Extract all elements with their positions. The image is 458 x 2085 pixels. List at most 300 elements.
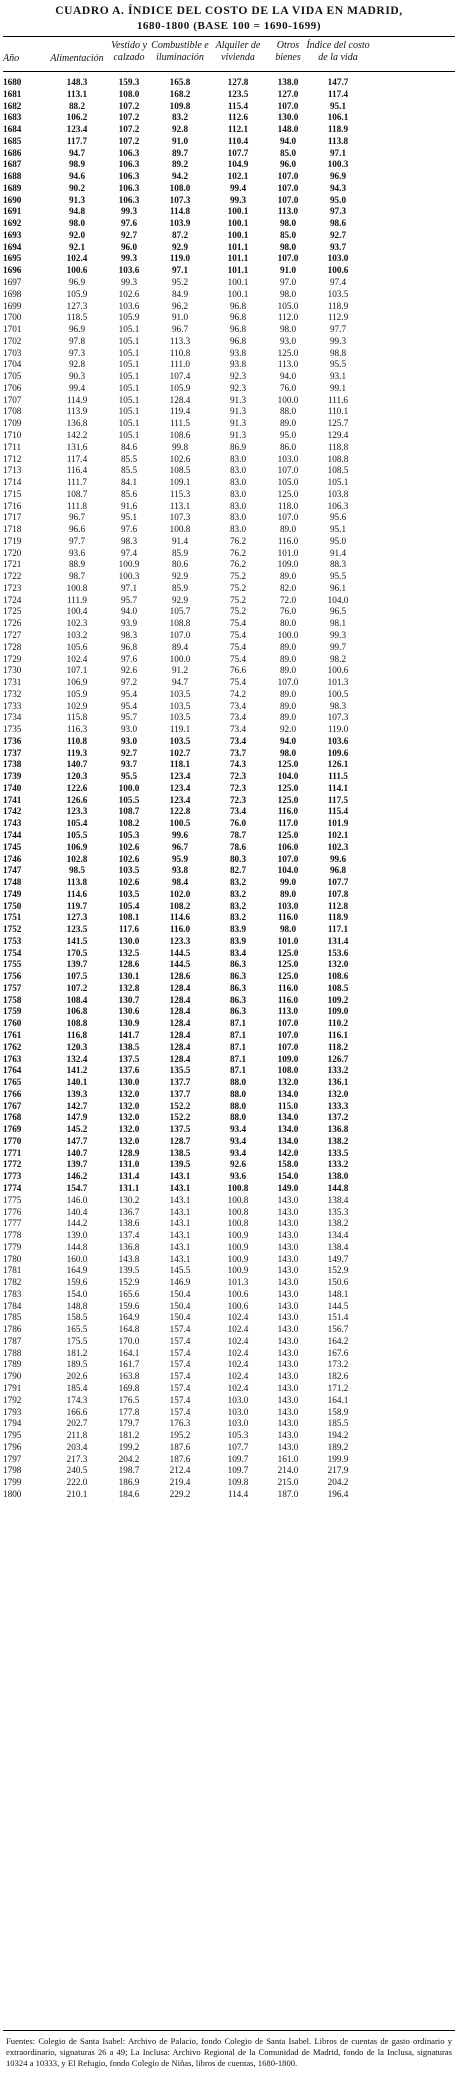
table-cell: 136.8	[327, 1124, 349, 1135]
table-cell: 107.5	[66, 971, 88, 982]
table-cell: 108.0	[277, 1065, 299, 1076]
table-cell: 204.2	[327, 1477, 349, 1488]
table-row	[0, 1359, 458, 1371]
table-cell: 132.0	[277, 1077, 299, 1088]
table-cell: 116.0	[169, 924, 191, 935]
table-cell: 1723	[3, 582, 22, 593]
table-cell: 140.1	[66, 1077, 88, 1088]
table-row	[0, 395, 458, 407]
table-row	[0, 830, 458, 842]
table-cell: 125.0	[277, 782, 299, 793]
table-cell: 86.9	[229, 441, 247, 452]
table-cell: 89.0	[279, 418, 297, 429]
table-cell: 109.2	[327, 994, 349, 1005]
table-cell: 148.8	[66, 1300, 88, 1311]
table-cell: 99.6	[329, 853, 347, 864]
table-cell: 142.0	[277, 1147, 299, 1158]
table-cell: 106.9	[66, 841, 88, 852]
table-cell: 113.3	[169, 335, 191, 346]
table-cell: 132.0	[118, 1124, 140, 1135]
table-cell: 94.7	[171, 677, 189, 688]
table-cell: 111.5	[170, 418, 190, 429]
table-cell: 73.4	[229, 712, 247, 723]
table-cell: 86.3	[229, 994, 247, 1005]
table-cell: 96.7	[171, 841, 189, 852]
table-row	[0, 865, 458, 877]
table-row	[0, 171, 458, 183]
table-cell: 93.1	[329, 371, 347, 382]
table-cell: 187.6	[169, 1453, 191, 1464]
table-cell: 119.4	[169, 406, 191, 417]
table-row	[0, 924, 458, 936]
table-cell: 181.2	[118, 1430, 140, 1441]
table-cell: 1745	[3, 841, 22, 852]
table-cell: 91.0	[171, 312, 189, 323]
table-cell: 141.7	[118, 1030, 140, 1041]
table-cell: 132.0	[118, 1100, 140, 1111]
table-cell: 94.8	[68, 206, 86, 217]
table-cell: 99.3	[120, 206, 138, 217]
table-cell: 117.4	[66, 453, 88, 464]
table-cell: 1778	[3, 1230, 22, 1241]
table-cell: 113.0	[277, 1006, 299, 1017]
table-cell: 1698	[3, 288, 22, 299]
table-row	[0, 1477, 458, 1489]
table-cell: 1721	[3, 559, 22, 570]
table-cell: 106.3	[118, 159, 140, 170]
table-row	[0, 89, 458, 101]
table-cell: 211.8	[66, 1430, 88, 1441]
table-cell: 140.4	[66, 1206, 88, 1217]
table-cell: 108.8	[66, 1018, 88, 1029]
table-cell: 95.1	[329, 100, 347, 111]
table-row	[0, 795, 458, 807]
table-cell: 98.0	[68, 218, 86, 229]
table-row	[0, 1312, 458, 1324]
table-cell: 92.0	[279, 724, 297, 735]
table-cell: 98.5	[68, 865, 86, 876]
table-cell: 94.2	[171, 171, 189, 182]
table-cell: 95.2	[171, 277, 189, 288]
table-cell: 1744	[3, 830, 22, 840]
table-cell: 101.3	[227, 1277, 249, 1288]
table-cell: 1800	[3, 1488, 22, 1499]
table-row	[0, 971, 458, 983]
table-cell: 154.0	[277, 1171, 299, 1182]
table-cell: 145.5	[169, 1265, 191, 1276]
table-cell: 130.0	[277, 112, 299, 123]
table-row	[0, 1489, 458, 1501]
table-cell: 105.9	[66, 288, 88, 299]
table-row	[0, 1348, 458, 1360]
table-cell: 98.9	[68, 159, 86, 170]
table-cell: 105.9	[66, 688, 88, 699]
table-cell: 97.3	[68, 347, 86, 358]
table-cell: 108.8	[169, 618, 191, 629]
table-cell: 143.0	[277, 1382, 299, 1393]
table-cell: 137.2	[327, 1112, 349, 1123]
table-cell: 133.2	[327, 1159, 349, 1170]
table-cell: 143.0	[277, 1347, 299, 1358]
table-cell: 109.8	[169, 100, 191, 111]
table-cell: 91.4	[329, 547, 347, 558]
table-cell: 100.6	[327, 665, 349, 676]
table-cell: 138.4	[327, 1194, 349, 1205]
table-cell: 103.0	[227, 1406, 249, 1417]
table-cell: 143.1	[169, 1194, 191, 1205]
table-cell: 187.6	[169, 1441, 191, 1452]
table-cell: 107.0	[277, 100, 299, 111]
table-row	[0, 842, 458, 854]
table-row	[0, 889, 458, 901]
table-cell: 117.0	[277, 818, 299, 829]
table-cell: 89.0	[279, 653, 297, 664]
table-cell: 1758	[3, 994, 22, 1005]
table-cell: 87.1	[229, 1065, 247, 1076]
table-cell: 104.0	[277, 865, 299, 876]
table-cell: 1739	[3, 771, 22, 782]
table-cell: 100.3	[327, 159, 349, 170]
table-row	[0, 1336, 458, 1348]
table-cell: 143.1	[169, 1230, 191, 1241]
table-cell: 88.2	[68, 100, 86, 111]
table-row	[0, 642, 458, 654]
table-cell: 76.6	[229, 665, 247, 676]
table-cell: 103.0	[327, 253, 349, 264]
table-cell: 1779	[3, 1241, 22, 1252]
table-cell: 89.0	[279, 888, 297, 899]
table-cell: 1735	[3, 724, 22, 735]
table-cell: 198.7	[118, 1465, 140, 1476]
table-cell: 133.2	[327, 1065, 349, 1076]
table-cell: 167.6	[327, 1347, 349, 1358]
table-cell: 108.4	[66, 994, 88, 1005]
table-cell: 87.1	[229, 1053, 247, 1064]
table-row	[0, 1112, 458, 1124]
table-cell: 76.2	[229, 559, 247, 570]
table-row	[0, 406, 458, 418]
table-cell: 73.4	[229, 724, 247, 735]
table-cell: 140.7	[66, 1147, 88, 1158]
table-cell: 102.7	[169, 747, 191, 758]
table-cell: 96.8	[229, 312, 247, 323]
table-cell: 100.1	[227, 277, 249, 288]
table-cell: 103.6	[118, 265, 140, 276]
table-row	[0, 618, 458, 630]
table-cell: 142.2	[66, 429, 88, 440]
table-cell: 113.0	[277, 359, 299, 370]
table-row	[0, 277, 458, 289]
table-cell: 150.6	[327, 1277, 349, 1288]
table-cell: 100.9	[227, 1253, 249, 1264]
table-cell: 102.3	[327, 841, 349, 852]
table-cell: 83.0	[229, 477, 247, 488]
table-row	[0, 383, 458, 395]
header-index: Índice del costo de la vida	[306, 40, 370, 63]
table-cell: 1754	[3, 947, 22, 958]
table-cell: 107.0	[277, 1030, 299, 1041]
table-cell: 120.3	[66, 771, 88, 782]
table-cell: 102.4	[227, 1371, 249, 1382]
table-cell: 109.0	[327, 1006, 349, 1017]
table-cell: 123.5	[227, 88, 249, 99]
table-cell: 116.4	[66, 465, 88, 476]
table-cell: 92.9	[171, 241, 189, 252]
table-cell: 1752	[3, 924, 22, 935]
table-cell: 1759	[3, 1006, 22, 1017]
table-cell: 133.3	[327, 1100, 349, 1111]
table-cell: 97.6	[120, 524, 138, 535]
table-cell: 141.2	[66, 1065, 88, 1076]
table-cell: 1763	[3, 1053, 22, 1064]
table-cell: 108.5	[327, 465, 349, 476]
table-cell: 117.1	[327, 924, 349, 935]
bottom-rule	[3, 2030, 455, 2031]
table-cell: 1685	[3, 135, 22, 146]
table-cell: 1699	[3, 300, 22, 311]
table-cell: 97.8	[68, 335, 86, 346]
table-cell: 147.7	[66, 1135, 88, 1146]
table-cell: 91.3	[68, 194, 86, 205]
table-cell: 105.4	[66, 818, 88, 829]
table-cell: 173.2	[327, 1359, 349, 1370]
table-cell: 1785	[3, 1312, 22, 1323]
table-cell: 159.3	[118, 77, 140, 87]
table-cell: 108.6	[169, 429, 191, 440]
table-row	[0, 1242, 458, 1254]
table-cell: 97.2	[120, 677, 138, 688]
table-cell: 92.3	[229, 371, 247, 382]
table-cell: 103.0	[227, 1394, 249, 1405]
table-cell: 132.4	[66, 1053, 88, 1064]
table-cell: 1693	[3, 229, 22, 240]
table-cell: 105.0	[277, 300, 299, 311]
table-row	[0, 112, 458, 124]
table-cell: 1790	[3, 1371, 22, 1382]
table-cell: 100.0	[277, 394, 299, 405]
table-cell: 72.3	[229, 771, 247, 782]
table-cell: 83.2	[229, 888, 247, 899]
table-cell: 105.1	[118, 418, 140, 429]
table-cell: 118.8	[327, 441, 349, 452]
table-cell: 1692	[3, 218, 22, 229]
table-cell: 115.3	[169, 488, 191, 499]
table-cell: 1787	[3, 1335, 22, 1346]
table-cell: 153.6	[327, 947, 349, 958]
table-row	[0, 442, 458, 454]
table-cell: 89.0	[279, 641, 297, 652]
table-row	[0, 501, 458, 513]
table-cell: 84.6	[120, 441, 138, 452]
table-cell: 102.4	[227, 1382, 249, 1393]
table-cell: 111.0	[170, 359, 190, 370]
table-cell: 111.8	[67, 500, 87, 511]
table-cell: 1791	[3, 1382, 22, 1393]
table-cell: 165.6	[118, 1288, 140, 1299]
table-cell: 105.0	[277, 477, 299, 488]
table-cell: 100.4	[66, 606, 88, 617]
table-row	[0, 242, 458, 254]
table-cell: 85.0	[279, 147, 297, 158]
header-rule	[3, 71, 455, 72]
table-cell: 105.9	[118, 312, 140, 323]
table-cell: 93.0	[279, 335, 297, 346]
table-cell: 75.4	[229, 629, 247, 640]
table-cell: 88.0	[229, 1088, 247, 1099]
table-cell: 115.8	[66, 712, 88, 723]
table-row	[0, 1101, 458, 1113]
table-row	[0, 1301, 458, 1313]
table-cell: 139.5	[169, 1159, 191, 1170]
table-cell: 96.8	[329, 865, 347, 876]
table-cell: 157.4	[169, 1371, 191, 1382]
table-cell: 107.0	[277, 194, 299, 205]
table-cell: 105.1	[118, 406, 140, 417]
table-cell: 123.4	[169, 782, 191, 793]
table-cell: 73.4	[229, 735, 247, 746]
table-row	[0, 1418, 458, 1430]
table-cell: 145.2	[66, 1124, 88, 1135]
table-row	[0, 1465, 458, 1477]
table-cell: 90.3	[68, 371, 86, 382]
table-cell: 86.3	[229, 971, 247, 982]
table-cell: 89.0	[279, 688, 297, 699]
table-row	[0, 1030, 458, 1042]
table-cell: 102.6	[118, 841, 140, 852]
table-body	[0, 77, 458, 1501]
table-cell: 92.8	[171, 124, 189, 135]
table-cell: 217.3	[66, 1453, 88, 1464]
table-cell: 96.0	[120, 241, 138, 252]
table-cell: 146.2	[66, 1171, 88, 1182]
table-cell: 1738	[3, 759, 22, 770]
table-row	[0, 1207, 458, 1219]
table-row	[0, 877, 458, 889]
table-cell: 210.1	[66, 1488, 88, 1499]
table-cell: 130.9	[118, 1018, 140, 1029]
table-cell: 138.5	[118, 1041, 140, 1052]
table-cell: 189.5	[66, 1359, 88, 1370]
table-cell: 95.5	[120, 771, 138, 782]
table-cell: 76.2	[229, 547, 247, 558]
table-cell: 1782	[3, 1277, 22, 1288]
table-cell: 108.2	[118, 818, 140, 829]
table-cell: 1740	[3, 782, 22, 793]
table-cell: 165.5	[66, 1324, 88, 1335]
table-cell: 100.9	[118, 559, 140, 570]
table-cell: 96.8	[120, 641, 138, 652]
table-cell: 97.0	[279, 277, 297, 288]
table-cell: 150.4	[169, 1288, 191, 1299]
table-cell: 122.6	[66, 782, 88, 793]
table-cell: 107.3	[169, 512, 191, 523]
table-cell: 105.3	[227, 1430, 249, 1441]
table-row	[0, 1430, 458, 1442]
table-cell: 143.1	[169, 1171, 191, 1182]
table-cell: 1713	[3, 465, 22, 476]
table-cell: 103.5	[169, 712, 191, 723]
table-cell: 86.3	[229, 1006, 247, 1017]
table-cell: 1687	[3, 159, 22, 170]
table-cell: 196.4	[327, 1488, 349, 1499]
table-cell: 100.9	[227, 1241, 249, 1252]
table-cell: 1768	[3, 1112, 22, 1123]
table-cell: 1722	[3, 571, 22, 582]
table-cell: 199.9	[327, 1453, 349, 1464]
table-cell: 132.5	[118, 947, 140, 958]
table-cell: 96.0	[279, 159, 297, 170]
table-cell: 89.0	[279, 700, 297, 711]
table-cell: 147.9	[66, 1112, 88, 1123]
table-row	[0, 689, 458, 701]
table-cell: 105.9	[169, 382, 191, 393]
table-cell: 107.0	[277, 253, 299, 264]
table-cell: 169.8	[118, 1382, 140, 1393]
table-cell: 1799	[3, 1477, 22, 1488]
table-cell: 176.3	[169, 1418, 191, 1429]
table-cell: 118.9	[327, 912, 349, 923]
table-cell: 143.0	[277, 1288, 299, 1299]
table-cell: 143.0	[277, 1194, 299, 1205]
table-cell: 120.3	[66, 1041, 88, 1052]
table-cell: 114.8	[169, 206, 191, 217]
table-cell: 96.8	[229, 324, 247, 335]
table-cell: 1771	[3, 1147, 22, 1158]
table-cell: 1689	[3, 182, 22, 193]
table-cell: 93.4	[229, 1135, 247, 1146]
table-cell: 123.3	[169, 935, 191, 946]
table-cell: 123.4	[169, 794, 191, 805]
table-row	[0, 548, 458, 560]
table-cell: 148.3	[66, 77, 88, 87]
table-cell: 222.0	[66, 1477, 88, 1488]
table-row	[0, 489, 458, 501]
table-cell: 105.1	[327, 477, 349, 488]
table-cell: 103.0	[227, 1418, 249, 1429]
table-cell: 114.6	[66, 888, 88, 899]
table-cell: 138.0	[277, 77, 299, 87]
table-cell: 97.4	[329, 277, 347, 288]
table-cell: 164.9	[66, 1265, 88, 1276]
table-cell: 143.1	[169, 1206, 191, 1217]
table-cell: 133.5	[327, 1147, 349, 1158]
table-cell: 119.1	[169, 724, 191, 735]
table-title: CUADRO A. ÍNDICE DEL COSTO DE LA VIDA EN MADRID,	[55, 5, 403, 17]
table-cell: 127.8	[227, 77, 249, 87]
table-cell: 95.6	[329, 512, 347, 523]
table-cell: 138.2	[327, 1135, 349, 1146]
table-subtitle: 1680-1800 (BASE 100 = 1690-1699)	[136, 20, 322, 32]
table-cell: 93.8	[229, 347, 247, 358]
table-row	[0, 677, 458, 689]
table-cell: 103.5	[118, 888, 140, 899]
table-cell: 113.0	[277, 206, 299, 217]
table-cell: 159.6	[118, 1300, 140, 1311]
table-cell: 106.8	[66, 1006, 88, 1017]
table-cell: 130.2	[118, 1194, 140, 1205]
table-cell: 1705	[3, 371, 22, 382]
table-cell: 115.4	[327, 806, 349, 817]
table-cell: 107.0	[277, 677, 299, 688]
table-cell: 240.5	[66, 1465, 88, 1476]
table-cell: 138.5	[169, 1147, 191, 1158]
table-row	[0, 195, 458, 207]
table-cell: 1711	[3, 441, 22, 452]
table-cell: 108.7	[66, 488, 88, 499]
table-cell: 108.1	[118, 912, 140, 923]
table-cell: 119.0	[169, 253, 191, 264]
table-cell: 1701	[3, 324, 22, 335]
